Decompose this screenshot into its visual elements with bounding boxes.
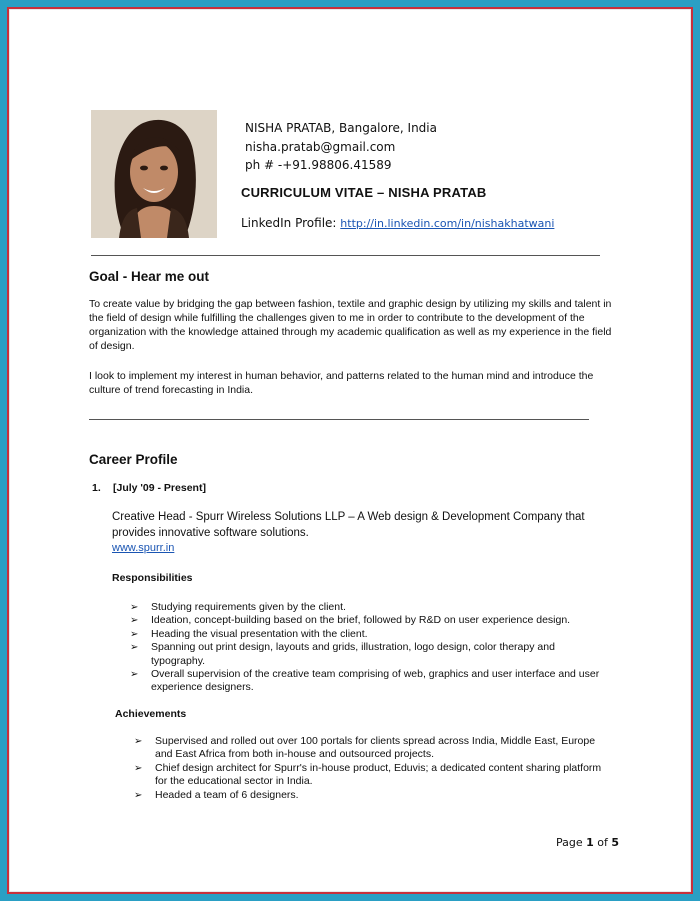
goal-heading: Goal - Hear me out: [89, 269, 210, 284]
company-website-link[interactable]: www.spurr.in: [112, 542, 175, 554]
arrow-bullet-icon: ➢: [130, 642, 139, 654]
list-item: ➢ Supervised and rolled out over 100 portals for clients spread across India, Middle East, Europe and East Africa from both in-house and outsourced projects.: [134, 735, 596, 761]
list-item: ➢ Ideation, concept-building based on the brief, followed by R&D on user experience design.: [130, 614, 571, 627]
phone-number: ph # -+91.98806.41589: [245, 158, 392, 172]
job-number: 1.: [92, 482, 101, 494]
arrow-bullet-icon: ➢: [130, 615, 139, 627]
candidate-name-location: NISHA PRATAB, Bangalore, India: [245, 121, 437, 135]
list-item: ➢ Chief design architect for Spurr's in-house product, Eduvis; a dedicated content sharing platform for the educational sector in India.: [134, 761, 602, 788]
list-item: ➢ Headed a team of 6 designers.: [134, 788, 299, 801]
list-item: ➢ Overall supervision of the creative team comprising of web, graphics and user interface and user experience designers.: [130, 668, 600, 694]
page-number: Page 1 of 5: [556, 836, 620, 849]
page-current: 1: [586, 836, 594, 849]
profile-photo: [91, 110, 217, 238]
responsibilities-list: [130, 601, 608, 695]
goal-paragraph: To create value by bridging the gap between fashion, textile and graphic design by utilizing my skills and talent in the field of design while fulfilling the challenges given to me in order to contribute to the development of the organization with the knowledge attained through my academic qualification as well as my experience in the field of design.: [89, 298, 612, 352]
cv-title: CURRICULUM VITAE – NISHA PRATAB: [241, 185, 487, 200]
linkedin-link[interactable]: http://in.linkedin.com/in/nishakhatwani: [340, 217, 555, 230]
job-description: Creative Head - Spurr Wireless Solutions LLP – A Web design & Development Company that provides innovative software solutions.: [112, 511, 585, 539]
responsibilities-heading: Responsibilities: [112, 572, 193, 584]
list-item: ➢ Heading the visual presentation with the client.: [130, 627, 368, 640]
arrow-bullet-icon: ➢: [134, 736, 143, 747]
achievements-list: [134, 735, 604, 802]
achievements-heading: Achievements: [115, 708, 187, 720]
divider-line: [89, 419, 589, 420]
page-total: 5: [611, 836, 620, 849]
linkedin-profile: [241, 216, 554, 230]
email-address: nisha.pratab@gmail.com: [245, 140, 396, 154]
career-profile-heading: Career Profile: [89, 452, 178, 467]
arrow-bullet-icon: ➢: [134, 789, 143, 801]
arrow-bullet-icon: ➢: [130, 669, 139, 681]
arrow-bullet-icon: ➢: [134, 762, 143, 774]
list-item: ➢ Studying requirements given by the client.: [130, 601, 346, 613]
arrow-bullet-icon: ➢: [130, 628, 139, 640]
job-period: [July '09 - Present]: [113, 482, 206, 494]
goal-paragraph: I look to implement my interest in human behavior, and patterns related to the human mind and introduce the culture of trend forecasting in India.: [89, 370, 594, 396]
arrow-bullet-icon: ➢: [130, 602, 139, 613]
linkedin-label: LinkedIn Profile:: [241, 216, 341, 230]
list-item: ➢ Spanning out print design, layouts and grids, illustration, logo design, color therapy and typography.: [130, 641, 555, 667]
divider-line: [91, 255, 600, 256]
